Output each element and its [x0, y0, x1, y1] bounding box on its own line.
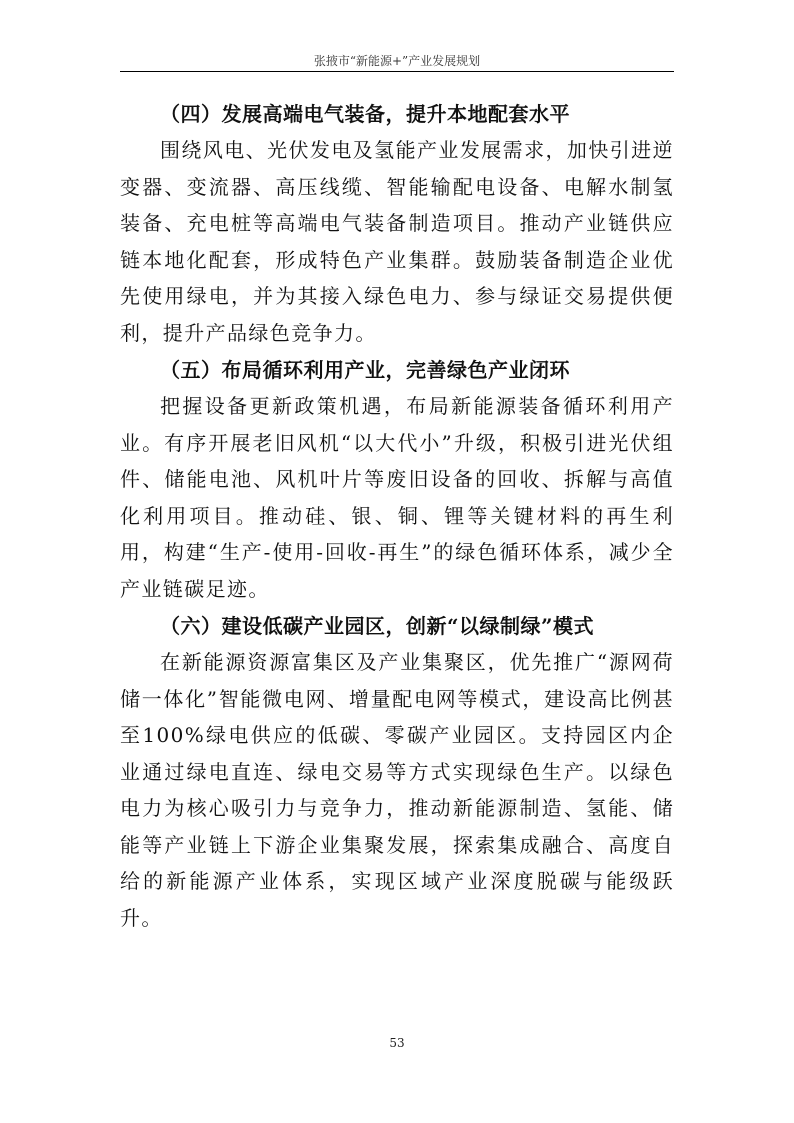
- page-number: 53: [389, 1036, 405, 1050]
- section-heading: （五）布局循环利用产业，完善绿色产业闭环: [160, 358, 570, 382]
- section-4: [120, 96, 674, 351]
- section-heading: （四）发展高端电气装备，提升本地配套水平: [160, 102, 570, 126]
- running-header: 张掖市“新能源+”产业发展规划: [313, 54, 481, 68]
- section-paragraph: 在新能源资源富集区及产业集聚区，优先推广“源网荷储一体化”智能微电网、增量配电网等模式，建设高比例甚至100%绿电供应的低碳、零碳产业园区。支持园区内企业通过绿电直连、绿电交易等方式实现绿色生产。以绿色电力为核心吸引力与竞争力，推动新能源制造、氢能、储能等产业链上下游企业集聚发展，探索集成融合、高度自给的新能源产业体系，实现区域产业深度脱碳与能级跃升。: [120, 650, 674, 930]
- section-paragraph: 把握设备更新政策机遇，布局新能源装备循环利用产业。有序开展老旧风机“以大代小”升级，积极引进光伏组件、储能电池、风机叶片等废旧设备的回收、拆解与高值化利用项目。推动硅、银、铜、锂等关键材料的再生利用，构建“生产-使用-回收-再生”的绿色循环体系，减少全产业链碳足迹。: [120, 394, 674, 601]
- section-paragraph: 围绕风电、光伏发电及氢能产业发展需求，加快引进逆变器、变流器、高压线缆、智能输配电设备、电解水制氢装备、充电桩等高端电气装备制造项目。推动产业链供应链本地化配套，形成特色产业集群。鼓励装备制造企业优先使用绿电，并为其接入绿色电力、参与绿证交易提供便利，提升产品绿色竞争力。: [120, 138, 674, 345]
- document-body: [120, 96, 674, 937]
- section-heading: （六）建设低碳产业园区，创新“以绿制绿”模式: [160, 614, 595, 638]
- section-5: [120, 352, 674, 607]
- section-6: [120, 608, 674, 936]
- header-rule: [120, 71, 674, 72]
